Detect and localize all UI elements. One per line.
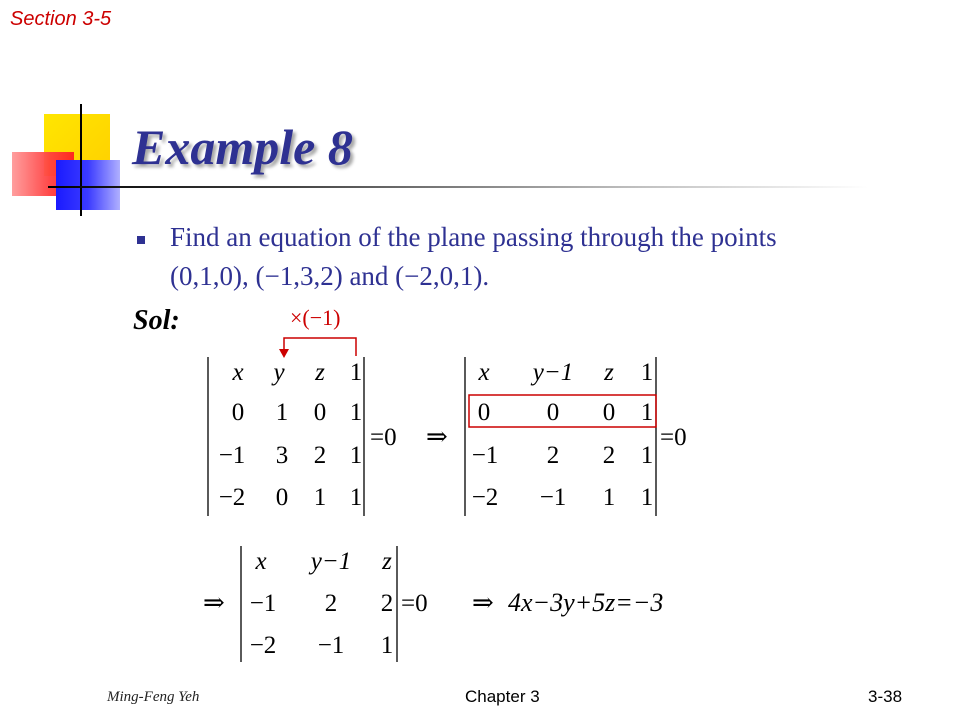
implies-1: ⇒ [426,422,448,451]
m2-cell: 2 [546,442,560,469]
solution-label: Sol: [133,305,180,336]
m3-cell: x [255,548,267,575]
footer-author: Ming-Feng Yeh [107,689,200,705]
row-multiplier-note: ×(−1) [290,305,341,330]
m1-cell: 1 [349,442,363,469]
plane-equation-result: 4x−3y+5z=−3 [508,588,664,617]
equals-zero-3: =0 [401,590,428,617]
m3-cell: 1 [380,632,394,659]
m3-cell: y−1 [310,548,352,575]
m2-cell: 0 [602,399,616,426]
m3-cell: 2 [380,590,394,617]
m2-cell: y−1 [532,359,574,386]
m2-cell: 1 [640,399,654,426]
m1-cell: x [232,359,244,386]
m2-cell: 1 [640,359,654,386]
m1-cell: 1 [275,399,289,426]
m1-cell: 0 [313,399,327,426]
m1-cell: −1 [218,442,246,469]
matrix-1 [219,359,363,511]
m2-cell: x [478,359,490,386]
slide-title: Example 8 [132,119,353,175]
m1-cell: 1 [349,399,363,426]
question-line-2: (0,1,0), (−1,3,2) and (−2,0,1). [170,261,490,291]
question-line-1: Find an equation of the plane passing through the points [170,222,777,252]
m1-cell: 0 [275,484,289,511]
matrix-2 [472,359,654,511]
footer-page-number: 3-38 [868,687,903,706]
arrow-head [279,349,289,358]
m1-cell: −2 [218,484,246,511]
section-label: Section 3-5 [10,8,112,30]
m1-cell: 2 [313,442,327,469]
m2-cell: 1 [640,484,654,511]
m3-cell: −1 [317,632,345,659]
m2-cell: 1 [602,484,616,511]
m2-cell: −1 [471,442,499,469]
footer-chapter: Chapter 3 [465,687,540,706]
m2-cell: z [604,359,614,386]
m3-cell: −2 [249,632,277,659]
m1-cell: z [315,359,325,386]
row-operation-arrow [284,338,356,356]
m2-cell: −2 [471,484,499,511]
implies-2: ⇒ [203,588,225,617]
m1-cell: 1 [349,484,363,511]
m3-cell: z [382,548,392,575]
m2-cell: 0 [546,399,560,426]
m2-cell: 0 [477,399,491,426]
m3-cell: 2 [324,590,338,617]
m1-cell: y [273,359,285,386]
implies-3: ⇒ [472,588,494,617]
equals-zero-1: =0 [370,424,397,451]
m3-cell: −1 [249,590,277,617]
m2-cell: 1 [640,442,654,469]
m1-cell: 1 [313,484,327,511]
equals-zero-2: =0 [660,424,687,451]
matrix-3 [250,548,394,659]
highlighted-row-box [469,395,656,427]
m1-cell: 1 [349,359,363,386]
m2-cell: −1 [539,484,567,511]
m2-cell: 2 [602,442,616,469]
m1-cell: 3 [275,442,289,469]
m1-cell: 0 [231,399,245,426]
